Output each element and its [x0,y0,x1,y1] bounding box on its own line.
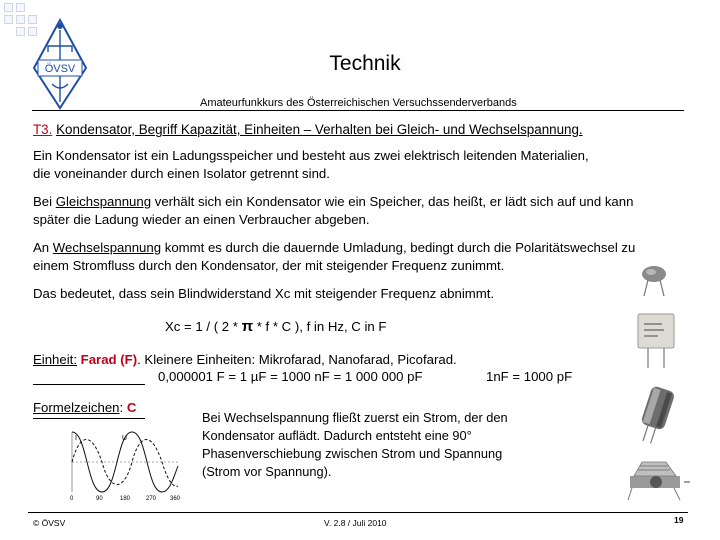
page-subtitle: Amateurfunkkurs des Österreichischen Versuchssenderverbands [200,97,517,109]
pi-symbol: π [241,318,254,335]
dc-line [33,193,633,211]
header-divider [32,110,684,111]
intro-line: Ein Kondensator ist ein Ladungsspeicher und besteht aus zwei elektrisch leitenden Materialien, [33,148,589,163]
svg-text:ÖVSV: ÖVSV [44,63,76,75]
phase-paragraph [202,409,508,481]
unit-underline [33,384,145,385]
page-number: 19 [674,515,684,525]
phase-line: Bei Wechselspannung fließt zuerst ein Strom, der den [202,410,508,425]
dc-text: verhält sich ein Kondensator wie ein Speicher, das heißt, er lädt sich auf und kann [151,194,634,209]
ac-paragraph [33,239,635,275]
intro-line: die voneinander durch einen Isolator getrennt sind. [33,166,330,181]
electrolytic-capacitor-image [634,384,680,446]
wave-tick: 0 [70,496,74,502]
phase-line: Kondensator auflädt. Dadurch entsteht eine 90° [202,428,472,443]
ac-prefix: An [33,240,53,255]
ac-line [33,239,635,257]
symbol-value: C [126,400,137,415]
unit-text: . Kleinere Einheiten: Mikrofarad, Nanofarad, Picofarad. [137,352,457,367]
phase-line: (Strom vor Spannung). [202,464,332,479]
formula-post: * f * C ), f in Hz, C in F [253,319,387,334]
ceramic-capacitor-image [636,264,672,298]
wave-tick: 270 [146,496,157,502]
footer-copyright: © ÖVSV [33,518,66,528]
footer-divider [28,512,688,513]
section-title: Kondensator, Begriff Kapazität, Einheiten – Verhalten bei Gleich- und Wechselspannung. [56,122,583,137]
symbol-line [33,399,136,417]
symbol-underline [33,418,145,419]
symbol-colon: : [119,400,127,415]
voltage-wave [72,440,178,487]
wave-tick: 90 [96,496,103,502]
phase-wave-diagram [62,426,184,502]
unit-conversion-nf: 1nF = 1000 pF [486,369,573,384]
wave-tick: 360 [170,496,181,502]
dc-term: Gleichspannung [55,194,152,209]
variable-capacitor-image [624,456,692,504]
phase-line: Phasenverschiebung zwischen Strom und Spannung [202,446,503,461]
unit-conversion: 0,000001 F = 1 µF = 1000 nF = 1 000 000 pF [158,369,423,384]
wave-label-u: U [122,435,128,442]
dc-paragraph [33,193,633,229]
reactance-paragraph: Das bedeutet, dass sein Blindwiderstand Xc mit steigender Frequenz abnimmt. [33,286,495,301]
wave-tick: 180 [120,496,131,502]
film-capacitor-image [636,312,678,370]
unit-line [33,351,457,369]
dc-line: später die Ladung wieder an einen Verbraucher abgeben. [33,212,370,227]
reactance-formula [165,318,386,336]
intro-paragraph [33,147,589,183]
ac-line: einem Stromfluss durch den Kondensator, der mit steigender Frequenz zunimmt. [33,258,505,273]
ac-term: Wechselspannung [52,240,162,255]
unit-name: Farad (F) [80,352,138,367]
ac-text: kommt es durch die dauernde Umladung, bedingt durch die Polaritätswechsel zu [161,240,636,255]
page-title: Technik [329,52,401,75]
symbol-label: Formelzeichen [33,400,120,415]
formula-pre: Xc = 1 / ( 2 * [165,319,242,334]
unit-label: Einheit: [33,352,77,367]
wave-label-i: I [75,435,77,442]
section-heading [33,121,583,139]
section-number: T3. [33,122,53,137]
footer-version: V. 2.8 / Juli 2010 [324,518,387,528]
dc-prefix: Bei [33,194,56,209]
